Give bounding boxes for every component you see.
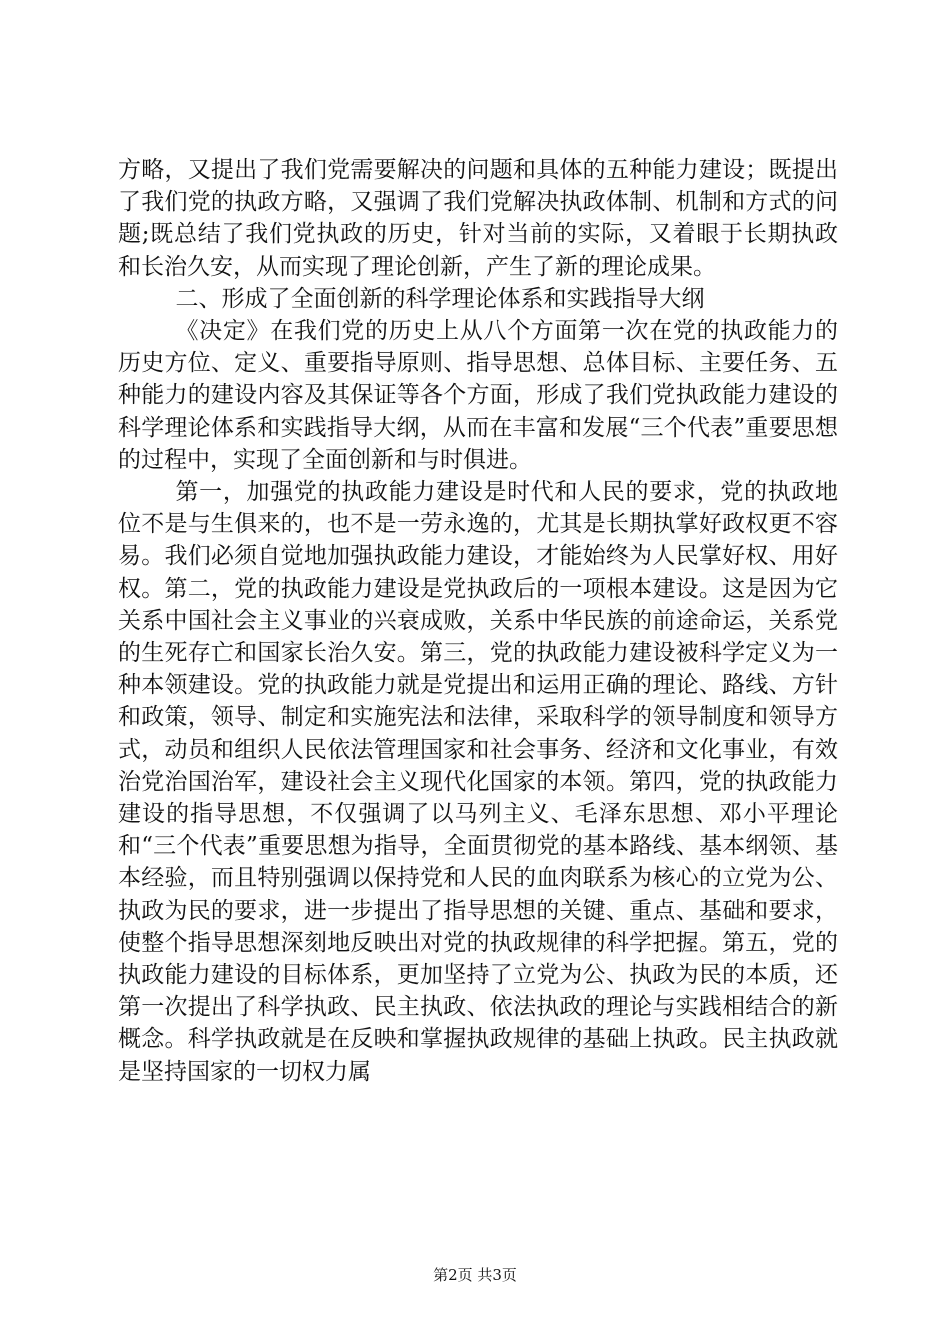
paragraph-enumerated-points: 第一，加强党的执政能力建设是时代和人民的要求，党的执政地位不是与生俱来的，也不是一劳永逸的，尤其是长期执掌好政权更不容易。我们必须自觉地加强执政能力建设，才能始终为人民掌好权、用好权。第二，党的执政能力建设是党执政后的一项根本建设。这是因为它关系中国社会主义事业的兴衰成败，关系中华民族的前途命运，关系党的生死存亡和国家长治久安。第三，党的执政能力建设被科学定义为一种本领建设。党的执政能力就是党提出和运用正确的理论、路线、方针和政策，领导、制定和实施宪法和法律，采取科学的领导制度和领导方式，动员和组织人民依法管理国家和社会事务、经济和文化事业，有效治党治国治军，建设社会主义现代化国家的本领。第四，党的执政能力建设的指导思想，不仅强调了以马列主义、毛泽东思想、邓小平理论和“三个代表”重要思想为指导，全面贯彻党的基本路线、基本纲领、基本经验，而且特别强调以保持党和人民的血肉联系为核心的立党为公、执政为民的要求，进一步提出了指导思想的关键、重点、基础和要求，使整个指导思想深刻地反映出对党的执政规律的科学把握。第五，党的执政能力建设的目标体系，更加坚持了立党为公、执政为民的本质，还第一次提出了科学执政、民主执政、依法执政的理论与实践相结合的新概念。科学执政就是在反映和掌握执政规律的基础上执政。民主执政就是坚持国家的一切权力属 — [118, 479, 838, 1085]
paragraph-continuation: 方略，又提出了我们党需要解决的问题和具体的五种能力建设；既提出了我们党的执政方略，又强调了我们党解决执政体制、机制和方式的问题;既总结了我们党执政的历史，针对当前的实际，又着眼于长期执政和长治久安，从而实现了理论创新，产生了新的理论成果。 — [118, 157, 838, 280]
page-number-footer: 第2页 共3页 — [433, 1266, 517, 1284]
paragraph-decision-summary: 《决定》在我们党的历史上从八个方面第一次在党的执政能力的历史方位、定义、重要指导原则、指导思想、总体目标、主要任务、五种能力的建设内容及其保证等各个方面，形成了我们党执政能力建设的科学理论体系和实践指导大纲，从而在丰富和发展“三个代表”重要思想的过程中，实现了全面创新和与时俱进。 — [118, 318, 838, 473]
section-heading: 二、形成了全面创新的科学理论体系和实践指导大纲 — [175, 285, 705, 312]
document-body — [118, 154, 838, 1088]
